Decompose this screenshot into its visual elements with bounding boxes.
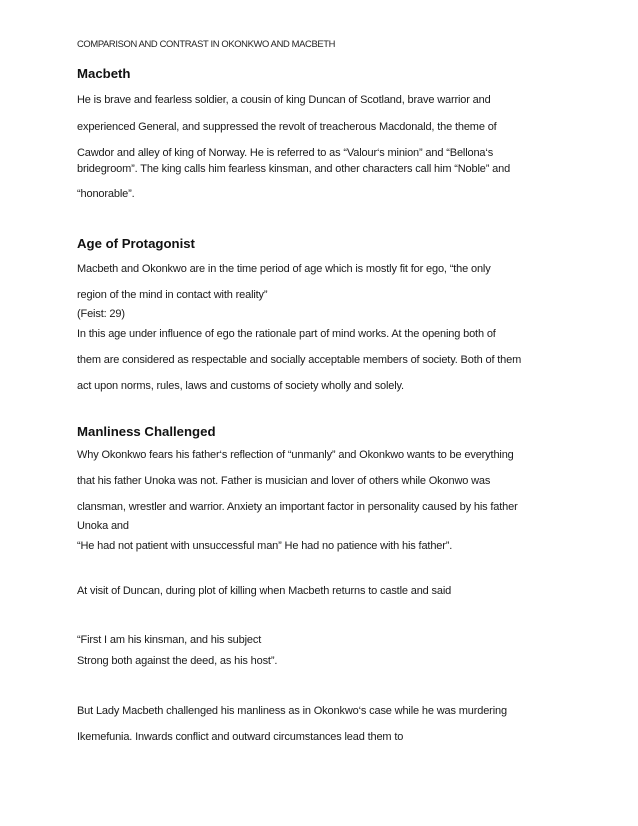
quote-line: Strong both against the deed, as his host”. xyxy=(77,655,278,667)
section-heading-macbeth: Macbeth xyxy=(77,66,131,81)
section-heading-manliness-challenged: Manliness Challenged xyxy=(77,424,216,439)
paragraph-line: But Lady Macbeth challenged his manliness as in Okonkwo‘s case while he was murdering xyxy=(77,705,507,717)
paragraph-line: Ikemefunia. Inwards conflict and outward circumstances lead them to xyxy=(77,731,404,743)
paragraph-line: In this age under influence of ego the rationale part of mind works. At the opening both of xyxy=(77,328,496,340)
page-header: COMPARISON AND CONTRAST IN OKONKWO AND MACBETH xyxy=(77,38,336,49)
paragraph-line: them are considered as respectable and socially acceptable members of society. Both of them xyxy=(77,354,522,366)
paragraph-line: Why Okonkwo fears his father‘s reflection of “unmanly” and Okonkwo wants to be everything xyxy=(77,449,514,461)
paragraph-line: Cawdor and alley of king of Norway. He is referred to as “Valour‘s minion” and “Bellona‘s xyxy=(77,147,494,159)
paragraph-line: He is brave and fearless soldier, a cousin of king Duncan of Scotland, brave warrior and xyxy=(77,94,491,106)
quote-line: “First I am his kinsman, and his subject xyxy=(77,634,262,646)
paragraph-line: experienced General, and suppressed the revolt of treacherous Macdonald, the theme of xyxy=(77,121,497,133)
paragraph-line: region of the mind in contact with reality” xyxy=(77,289,268,301)
paragraph-line: Macbeth and Okonkwo are in the time period of age which is mostly fit for ego, “the only xyxy=(77,263,491,275)
paragraph-line: act upon norms, rules, laws and customs of society wholly and solely. xyxy=(77,380,404,392)
paragraph-line: bridegroom”. The king calls him fearless kinsman, and other characters call him “Noble” and xyxy=(77,163,511,175)
citation-line: (Feist: 29) xyxy=(77,308,125,320)
paragraph-line: that his father Unoka was not. Father is musician and lover of others while Okonwo was xyxy=(77,475,491,487)
paragraph-line: At visit of Duncan, during plot of killing when Macbeth returns to castle and said xyxy=(77,585,452,597)
quote-line: “He had not patient with unsuccessful man” He had no patience with his father”. xyxy=(77,540,453,552)
section-heading-age-of-protagonist: Age of Protagonist xyxy=(77,236,195,251)
paragraph-line: “honorable”. xyxy=(77,188,135,200)
paragraph-line: clansman, wrestler and warrior. Anxiety an important factor in personality caused by his father xyxy=(77,501,518,513)
paragraph-line: Unoka and xyxy=(77,520,129,532)
